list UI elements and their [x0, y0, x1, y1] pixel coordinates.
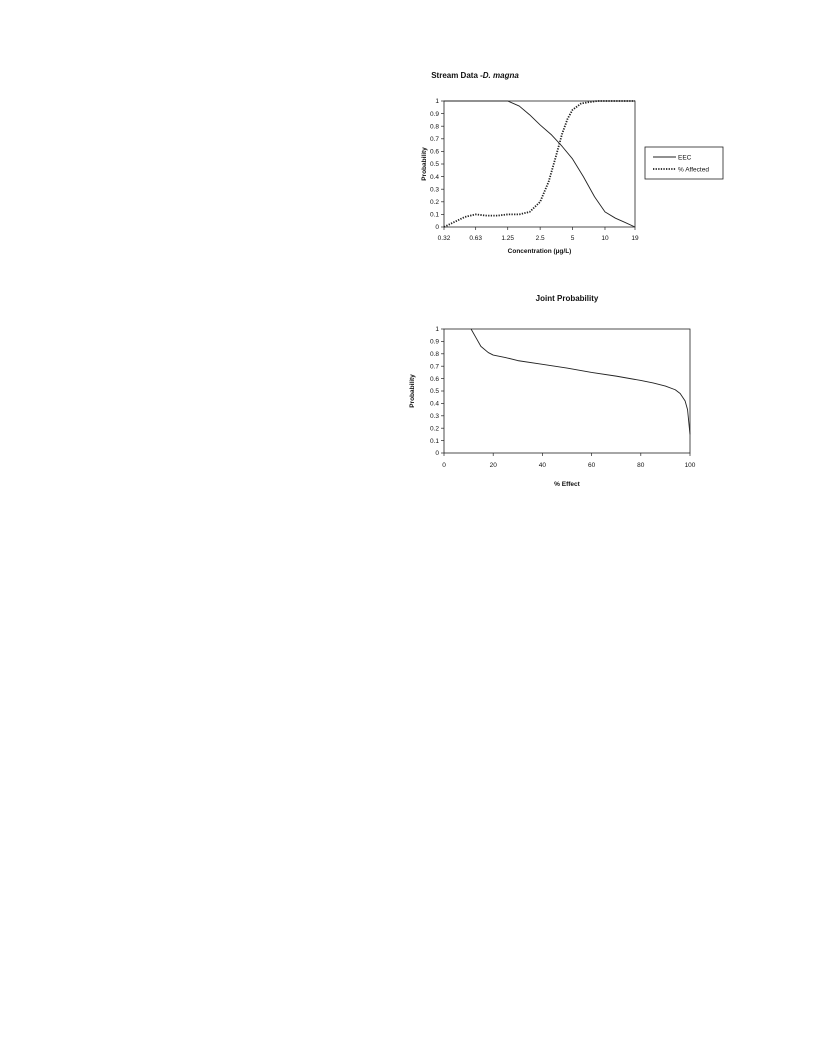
- chart-2-y-tick-label: 0: [435, 450, 439, 458]
- chart-1-y-tick-label: 0.1: [429, 211, 439, 219]
- chart-1-legend-label: % Affected: [678, 166, 709, 174]
- chart-1-y-tick-label: 0.4: [429, 173, 439, 181]
- chart-1-y-tick-label: 0.5: [429, 161, 439, 169]
- chart-2-y-tick-label: 0.8: [429, 351, 439, 358]
- chart-2-y-tick-label: 0.3: [429, 413, 439, 420]
- chart-2-y-tick-label: 0.5: [429, 388, 439, 396]
- chart-1-legend-frame: [645, 147, 723, 179]
- chart-2-plot-frame: [444, 329, 690, 453]
- chart-1-y-tick-label: 0.8: [429, 123, 439, 131]
- chart-2-y-tick-label: 0.6: [429, 375, 439, 383]
- chart-1-y-axis-label: Probability: [421, 147, 428, 181]
- chart-1-y-tick-label: 0.2: [429, 199, 439, 206]
- chart-1-y-tick-label: 0.6: [429, 148, 439, 156]
- chart-1-x-tick-label: 2.5: [535, 235, 545, 242]
- chart-1-title-species: D. magna: [482, 71, 519, 80]
- chart-2-y-tick-label: 0.9: [429, 338, 439, 346]
- chart-2-x-tick-label: 40: [538, 462, 547, 469]
- chart-1-legend: [645, 147, 723, 179]
- chart-1-y-tick-label: 0.3: [429, 186, 439, 194]
- chart-1-x-tick-label: 0.63: [469, 235, 483, 242]
- chart-1-x-tick-label: 10: [601, 235, 609, 242]
- chart-1-legend-label: EEC: [678, 154, 692, 162]
- chart-2-y-axis-label: Probability: [409, 374, 416, 408]
- chart-1-x-tick-label: 5: [570, 235, 575, 242]
- chart-1-x-tick-label: 1.25: [501, 235, 515, 242]
- chart-2-y-tick-label: 0.1: [429, 437, 439, 445]
- chart-2-x-tick-label: 0: [442, 462, 446, 469]
- chart-2-group: [409, 326, 696, 488]
- chart-2-x-tick-label: 80: [637, 462, 645, 469]
- chart-2-y-tick-label: 0.7: [429, 363, 439, 371]
- chart-1-title-text: Stream Data -: [431, 71, 483, 80]
- chart-2-y-tick-label: 0.4: [429, 400, 439, 408]
- chart-1-group: [421, 98, 723, 255]
- chart-2-series-line: [471, 329, 690, 434]
- chart-1-y-tick-label: 1: [435, 98, 439, 106]
- chart-1-series-affected: [444, 101, 635, 227]
- chart-1-x-tick-label: 19: [631, 235, 639, 242]
- chart-2-x-axis-label: % Effect: [554, 481, 580, 488]
- chart-2-x-tick-label: 60: [587, 462, 596, 469]
- chart-1-x-axis-label: Concentration (µg/L): [507, 248, 572, 255]
- chart-2-x-tick-label: 20: [489, 462, 497, 469]
- chart-1-y-tick-label: 0.7: [429, 136, 439, 143]
- chart-1-y-tick-label: 0.9: [429, 110, 439, 118]
- chart-2-x-tick-label: 100: [684, 462, 696, 469]
- chart-2-title: Joint Probability: [535, 294, 599, 303]
- chart-2-y-tick-label: 1: [435, 326, 439, 334]
- chart-2-y-tick-label: 0.2: [429, 425, 439, 433]
- chart-1-y-tick-label: 0: [435, 224, 439, 232]
- chart-1-series-eec: [444, 101, 635, 227]
- chart-1-plot-frame: [444, 101, 635, 227]
- chart-1-x-tick-label: 0.32: [437, 235, 451, 242]
